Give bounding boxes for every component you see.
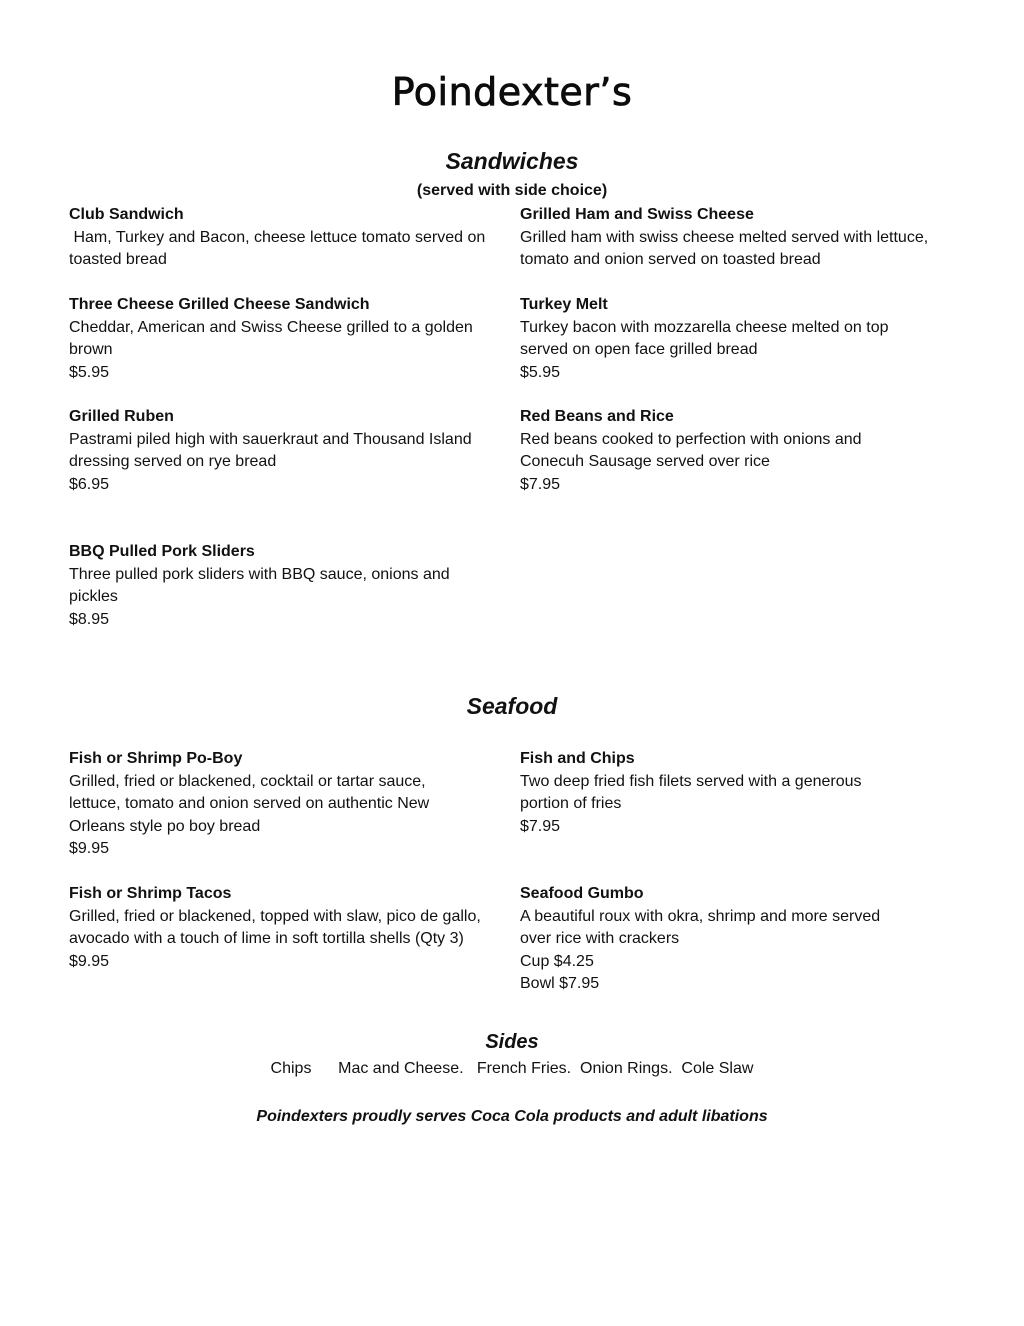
sides-list bbox=[0, 1058, 1024, 1080]
item-name: Red Beans and Rice bbox=[520, 408, 674, 425]
menu-item-tacos bbox=[69, 883, 494, 973]
menu-item-bbq-pulled-pork-sliders bbox=[69, 541, 489, 631]
section-title-sides: Sides bbox=[485, 1031, 539, 1053]
menu-item-red-beans-rice bbox=[520, 406, 930, 496]
item-price: $7.95 bbox=[520, 817, 561, 835]
item-name: BBQ Pulled Pork Sliders bbox=[69, 543, 255, 560]
item-name: Fish or Shrimp Tacos bbox=[69, 885, 232, 902]
item-price: $9.95 bbox=[69, 840, 110, 857]
item-description: Pastrami piled high with sauerkraut and Thousand Island dressing served on rye bread bbox=[69, 430, 477, 470]
item-price-bowl: Bowl $7.95 bbox=[520, 975, 600, 992]
item-price-cup: Cup $4.25 bbox=[520, 952, 594, 970]
item-price: $6.95 bbox=[69, 475, 110, 493]
item-price: $9.95 bbox=[69, 952, 110, 970]
item-description: Grilled, fried or blackened, cocktail or tartar sauce, lettuce, tomato and onion served on authentic New Orleans style po boy bread bbox=[69, 772, 434, 835]
side-item-cole-slaw: Cole Slaw bbox=[681, 1060, 754, 1077]
item-description: Grilled ham with swiss cheese melted served with lettuce, tomato and onion served on toasted bread bbox=[520, 228, 933, 268]
item-name: Grilled Ruben bbox=[69, 408, 174, 425]
menu-item-three-cheese-grilled-cheese bbox=[69, 294, 509, 384]
item-price: $5.95 bbox=[520, 363, 561, 381]
item-name: Three Cheese Grilled Cheese Sandwich bbox=[69, 296, 370, 313]
side-item-chips: Chips bbox=[270, 1060, 312, 1077]
menu-item-seafood-gumbo bbox=[520, 883, 915, 996]
beverage-note: Poindexters proudly serves Coca Cola products and adult libations bbox=[256, 1108, 768, 1125]
item-description: Three pulled pork sliders with BBQ sauce, onions and pickles bbox=[69, 565, 455, 605]
menu-item-grilled-ham-swiss bbox=[520, 204, 933, 272]
side-item-onion-rings: Onion Rings. bbox=[580, 1060, 673, 1077]
item-name: Seafood Gumbo bbox=[520, 885, 644, 902]
side-item-mac-and-cheese: Mac and Cheese. bbox=[338, 1060, 464, 1077]
item-price: $7.95 bbox=[520, 475, 561, 493]
item-price: $5.95 bbox=[69, 363, 110, 381]
item-description: Ham, Turkey and Bacon, cheese lettuce tomato served on toasted bread bbox=[69, 228, 490, 268]
menu-item-club-sandwich bbox=[69, 204, 509, 272]
item-description: Grilled, fried or blackened, topped with slaw, pico de gallo, avocado with a touch of lime in soft tortilla shells (Qty 3) bbox=[69, 907, 486, 947]
section-title-sandwiches: Sandwiches bbox=[445, 148, 579, 174]
menu-item-grilled-ruben bbox=[69, 406, 509, 496]
item-description: A beautiful roux with okra, shrimp and more served over rice with crackers bbox=[520, 907, 885, 947]
side-item-french-fries: French Fries. bbox=[476, 1060, 572, 1077]
item-description: Red beans cooked to perfection with onions and Conecuh Sausage served over rice bbox=[520, 430, 867, 470]
section-subtitle-sandwiches: (served with side choice) bbox=[416, 182, 608, 199]
restaurant-name: Poindexter’s bbox=[391, 70, 633, 114]
item-description: Turkey bacon with mozzarella cheese melted on top served on open face grilled bread bbox=[520, 318, 893, 358]
item-price: $8.95 bbox=[69, 610, 110, 628]
menu-item-po-boy bbox=[69, 748, 479, 861]
menu-item-fish-and-chips bbox=[520, 748, 900, 838]
item-name: Fish and Chips bbox=[520, 750, 635, 767]
item-name: Club Sandwich bbox=[69, 206, 184, 223]
item-name: Fish or Shrimp Po-Boy bbox=[69, 750, 243, 767]
section-title-seafood: Seafood bbox=[466, 693, 558, 719]
item-name: Grilled Ham and Swiss Cheese bbox=[520, 206, 754, 223]
menu-item-turkey-melt bbox=[520, 294, 930, 384]
item-description: Two deep fried fish filets served with a generous portion of fries bbox=[520, 772, 866, 812]
item-description: Cheddar, American and Swiss Cheese grilled to a golden brown bbox=[69, 318, 478, 358]
item-name: Turkey Melt bbox=[520, 296, 608, 313]
